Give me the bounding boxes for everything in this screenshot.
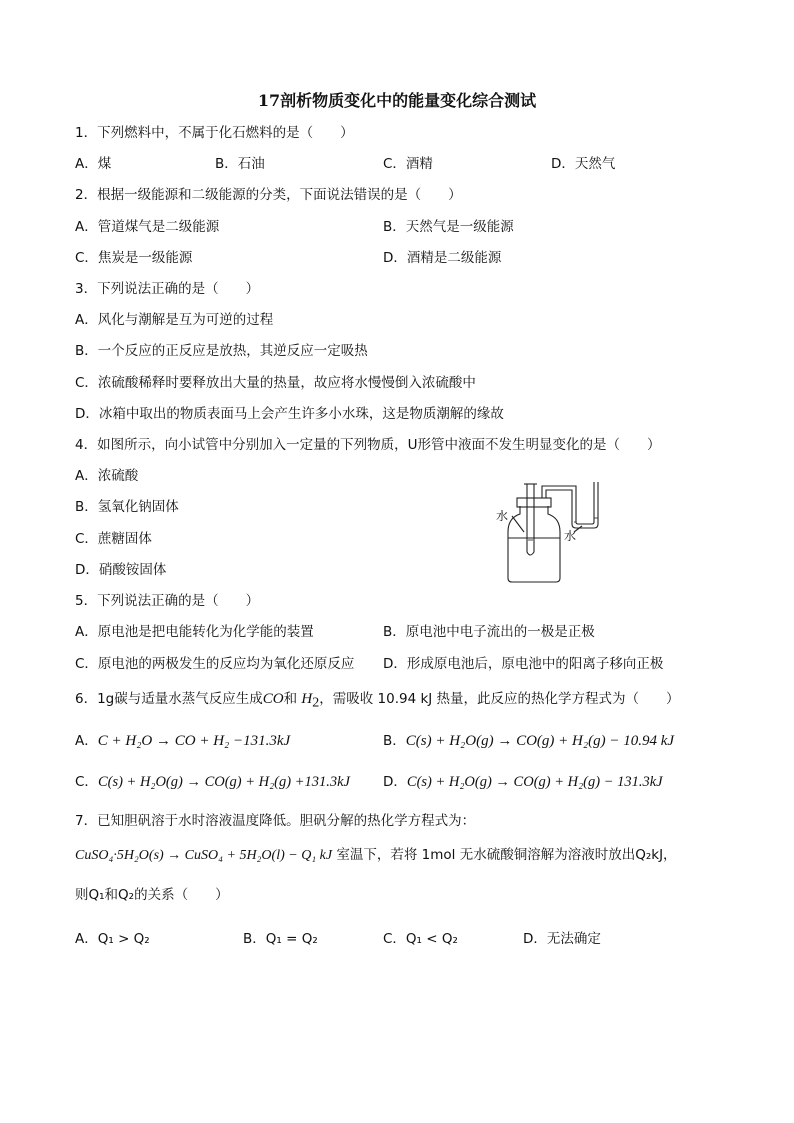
question-5-stem: 5．下列说法正确的是（ ）	[75, 593, 260, 609]
q2-option-c: C．焦炭是一级能源	[75, 250, 193, 266]
q6-option-d-label: D．	[383, 774, 407, 790]
question-6-stem	[75, 690, 680, 713]
q5-option-c: C．原电池的两极发生的反应均为氧化还原反应	[75, 656, 355, 672]
q4-option-b: B．氢氧化钠固体	[75, 499, 179, 515]
q2-option-a: A．管道煤气是二级能源	[75, 219, 220, 235]
q6-option-d	[383, 773, 663, 791]
q7-relation-line: 则Q₁和Q₂的关系（ ）	[75, 887, 229, 903]
q1-option-b: B．石油	[215, 156, 265, 172]
q7-option-b: B．Q₁ = Q₂	[243, 931, 318, 947]
q1-option-a: A．煤	[75, 156, 112, 172]
q7-equation: CuSO₄·5H₂O(s) → CuSO₄ + 5H₂O(l) − Q₁ kJ	[75, 848, 333, 863]
q4-option-c: C．蔗糖固体	[75, 531, 152, 547]
page-title: 17剖析物质变化中的能量变化综合测试	[257, 91, 537, 110]
q6-stem-part2: ，需吸收 10.94 kJ 热量，此反应的热化学方程式为（ ）	[319, 691, 680, 707]
q6-option-d-eq: C(s) + H₂O(g) → CO(g) + H₂(g) − 131.3kJ	[406, 774, 663, 790]
q6-option-c-label: C．	[75, 774, 98, 790]
q4-option-d: D．硝酸铵固体	[75, 562, 167, 578]
question-4-stem: 4．如图所示，向小试管中分别加入一定量的下列物质，U形管中液面不发生明显变化的是（ ）	[75, 437, 661, 453]
q1-option-d: D．天然气	[551, 156, 616, 172]
question-7-stem: 7．已知胆矾溶于水时溶液温度降低。胆矾分解的热化学方程式为：	[75, 813, 476, 829]
q6-formula-co: CO	[262, 691, 284, 707]
q3-option-a: A．风化与潮解是互为可逆的过程	[75, 312, 274, 328]
question-1-stem: 1．下列燃料中，不属于化石燃料的是（ ）	[75, 125, 354, 141]
q6-option-b	[383, 732, 674, 750]
apparatus-figure	[490, 478, 615, 584]
question-2-stem: 2．根据一级能源和二级能源的分类，下面说法错误的是（ ）	[75, 187, 462, 203]
q6-formula-h: H	[301, 691, 313, 707]
q6-stem-part1: 6．1g碳与适量水蒸气反应生成	[75, 691, 263, 707]
q6-option-c	[75, 773, 350, 791]
q3-option-c: C．浓硫酸稀释时要释放出大量的热量，故应将水慢慢倒入浓硫酸中	[75, 375, 476, 391]
q6-option-a-label: A．	[75, 733, 98, 749]
q7-equation-line	[75, 846, 677, 865]
q1-option-c: C．酒精	[383, 156, 433, 172]
q6-option-a-eq: C + H₂O → CO + H₂ −131.3kJ	[97, 733, 291, 749]
water-label-flask: 水	[496, 509, 509, 523]
q3-option-d: D．冰箱中取出的物质表面马上会产生许多小水珠，这是物质潮解的缘故	[75, 406, 504, 422]
question-3-stem: 3．下列说法正确的是（ ）	[75, 281, 260, 297]
q6-option-c-eq: C(s) + H₂O(g) → CO(g) + H₂(g) +131.3kJ	[97, 774, 350, 790]
q3-option-b: B．一个反应的正反应是放热，其逆反应一定吸热	[75, 343, 368, 359]
q7-equation-tail: 室温下，若将 1mol 无水硫酸铜溶解为溶液时放出Q₂kJ，	[332, 847, 677, 863]
water-label-utube: 水	[564, 529, 577, 543]
q7-option-d: D．无法确定	[523, 931, 601, 947]
q6-option-b-eq: C(s) + H₂O(g) → CO(g) + H₂(g) − 10.94 kJ	[405, 733, 675, 749]
q5-option-a: A．原电池是把电能转化为化学能的装置	[75, 624, 314, 640]
q4-option-a: A．浓硫酸	[75, 468, 139, 484]
q2-option-d: D．酒精是二级能源	[383, 250, 502, 266]
q6-formula-h-sub: 2	[312, 695, 320, 711]
q6-option-b-label: B．	[383, 733, 406, 749]
q7-option-a: A．Q₁ > Q₂	[75, 931, 150, 947]
q2-option-b: B．天然气是一级能源	[383, 219, 514, 235]
q6-stem-and: 和	[283, 691, 298, 707]
q6-option-a	[75, 732, 290, 750]
q5-option-b: B．原电池中电子流出的一极是正极	[383, 624, 595, 640]
q5-option-d: D．形成原电池后，原电池中的阳离子移向正极	[383, 656, 664, 672]
q7-option-c: C．Q₁ < Q₂	[383, 931, 458, 947]
